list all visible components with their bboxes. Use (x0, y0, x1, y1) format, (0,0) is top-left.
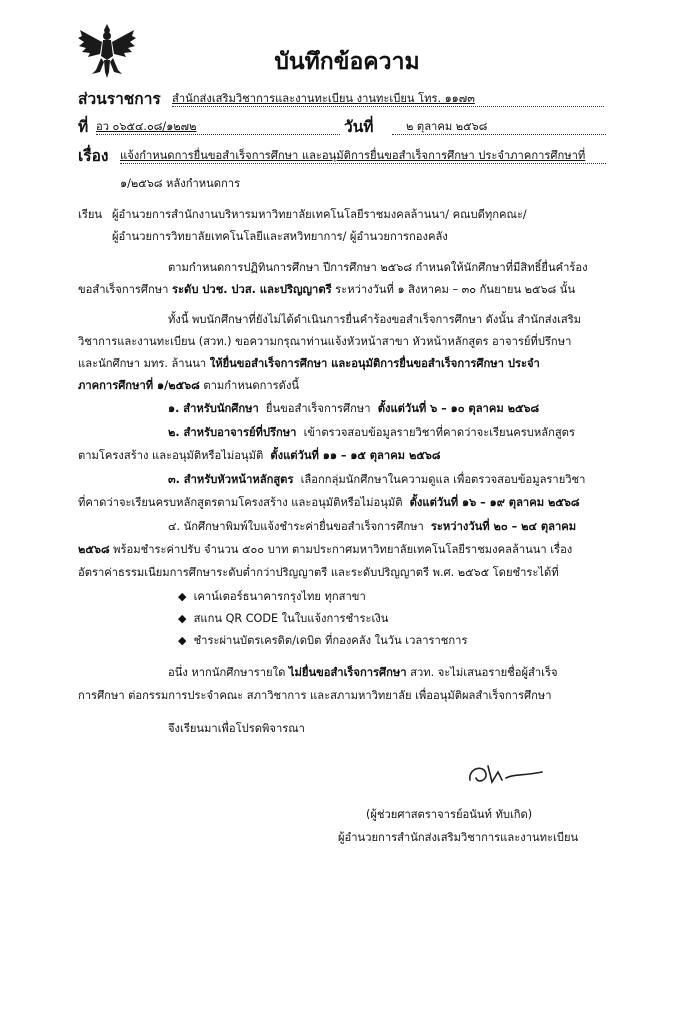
list-item (178, 590, 366, 604)
item-1-date: ตั้งแต่วันที่ ๖ – ๑๐ ตุลาคม ๒๕๖๘ (377, 402, 540, 415)
item-3-title: ๓. สำหรับหัวหน้าหลักสูตร (168, 473, 294, 486)
item-3-text: ที่คาดว่าจะเรียนครบหลักสูตรตามโครงสร้าง และอนุมัติหรือไม่อนุมัติ (78, 496, 403, 509)
item-2-desc: เข้าตรวจสอบข้อมูลรายวิชาที่คาดว่าจะเรียนครบหลักสูตร (303, 426, 575, 439)
subject-text-1: แจ้งกำหนดการยื่นขอสำเร็จการศึกษา และอนุมัติการยื่นขอสำเร็จการศึกษา ประจำภาคการศึกษาที่ (120, 149, 586, 162)
item-3-desc: เลือกกลุ่มนักศึกษาในความดูแล เพื่อตรวจสอบข้อมูลรายวิชา (300, 473, 586, 486)
diamond-bullet-icon: ◆ (178, 612, 187, 625)
date-text: ๒ ตุลาคม ๒๕๖๘ (406, 120, 488, 133)
p2-line-1: ทั้งนี้ พบนักศึกษาที่ยังไม่ได้ดำเนินการยื่นคำร้องขอสำเร็จการศึกษา ดังนั้น สำนักส่งเสริม (168, 313, 582, 326)
p2-text-b: ให้ยื่นขอสำเร็จการศึกษา และอนุมัติการยื่นขอสำเร็จการศึกษา ประจำ (209, 357, 540, 370)
p3-line-2: การศึกษา ต่อกรรมการประจำคณะ สภาวิชาการ และสภามหาวิทยาลัย เพื่ออนุมัติผลสำเร็จการศึกษา (78, 689, 552, 702)
p2-line-2: วิชาการและงานทะเบียน (สวท.) ขอความกรุณาท่านแจ้งหัวหน้าสาขา หัวหน้าหลักสูตร อาจารย์ที่ปรึกษา (78, 335, 572, 348)
item-2 (168, 426, 575, 440)
department-text: สำนักส่งเสริมวิชาการและงานทะเบียน งานทะเบียน โทร. ๑๑๗๓ (172, 92, 475, 105)
list-item (178, 634, 467, 648)
recipients-line-2: ผู้อำนวยการวิทยาลัยเทคโนโลยีและสหวิทยาการ/ ผู้อำนวยการกองคลัง (112, 230, 448, 243)
item-2-line-2 (78, 449, 441, 463)
p1-line-2 (78, 283, 575, 297)
department-value (172, 92, 604, 107)
bullet-text-2: สแกน QR CODE ในใบแจ้งการชำระเงิน (193, 612, 389, 625)
item-4-title: ๔. นักศึกษาพิมพ์ใบแจ้งชำระค่ายื่นขอสำเร็จการศึกษา (168, 520, 424, 533)
item-2-date: ตั้งแต่วันที่ ๑๑ – ๑๕ ตุลาคม ๒๕๖๘ (270, 449, 441, 462)
bullet-text-1: เคาน์เตอร์ธนาคารกรุงไทย ทุกสาขา (193, 590, 366, 603)
list-item (178, 612, 388, 626)
bullet-text-3: ชำระผ่านบัตรเครดิต/เดบิต ที่กองคลัง ในวัน เวลาราชการ (193, 634, 468, 647)
item-4-line-2 (78, 543, 572, 557)
recipients-line-1: ผู้อำนวยการสำนักงานบริหารมหาวิทยาลัยเทคโนโลยีราชมงคลล้านนา/ คณบดีทุกคณะ/ (112, 208, 527, 221)
item-1-title: ๑. สำหรับนักศึกษา (168, 402, 259, 415)
p2-text-c: ภาคการศึกษาที่ ๑/๒๕๖๘ (78, 379, 200, 392)
department-label: ส่วนราชการ (78, 90, 161, 108)
p2-line-4 (78, 379, 299, 393)
item-2-text: ตามโครงสร้าง และอนุมัติหรือไม่อนุมัติ (78, 449, 264, 462)
page-title: บันทึกข้อความ (274, 49, 420, 75)
item-4-year: ๒๕๖๘ (78, 543, 110, 556)
item-1 (168, 402, 539, 416)
item-4 (168, 520, 576, 534)
p2-text-a: และนักศึกษา มทร. ล้านนา (78, 357, 207, 370)
date-label: วันที่ (344, 118, 374, 136)
item-4-text: พร้อมชำระค่าปรับ จำนวน ๕๐๐ บาท ตามประกาศมหาวิทยาลัยเทคโนโลยีราชมงคลล้านนา เรื่อง (113, 543, 573, 556)
ref-label: ที่ (78, 118, 89, 136)
diamond-bullet-icon: ◆ (178, 590, 187, 603)
ref-value (96, 120, 340, 135)
signer-name: (ผู้ช่วยศาสตราจารย์อนันท์ ทับเกิด) (366, 808, 533, 821)
subject-line-1 (120, 149, 606, 164)
item-3 (168, 473, 585, 487)
p2-line-3 (78, 357, 540, 371)
subject-label: เรื่อง (78, 147, 109, 165)
item-4-line-3: อัตราค่าธรรมเนียมการศึกษาระดับต่ำกว่าปริญญาตรี และระดับปริญญาตรี พ.ศ. ๒๕๖๕ โดยชำระได้ที่ (78, 566, 559, 579)
item-2-title: ๒. สำหรับอาจารย์ที่ปรึกษา (168, 426, 297, 439)
item-1-desc: ยื่นขอสำเร็จการศึกษา (265, 402, 371, 415)
subject-line-2: ๑/๒๕๖๘ หลังกำหนดการ (120, 177, 241, 190)
p1-text-a: ขอสำเร็จการศึกษา (78, 283, 169, 296)
ref-text: อว ๐๖๕๔.๐๘/๑๒๗๒ (96, 120, 197, 133)
handwritten-signature (462, 758, 552, 790)
closing-text: จึงเรียนมาเพื่อโปรดพิจารณา (168, 722, 305, 735)
item-3-line-2 (78, 496, 580, 510)
p3-text-a: อนึ่ง หากนักศึกษารายใด (168, 666, 286, 679)
p2-text-d: ตามกำหนดการดังนี้ (203, 379, 300, 392)
signer-position: ผู้อำนวยการสำนักส่งเสริมวิชาการและงานทะเบียน (338, 831, 579, 844)
diamond-bullet-icon: ◆ (178, 634, 187, 647)
p3-text-b: ไม่ยื่นขอสำเร็จการศึกษา (288, 666, 407, 679)
item-3-date: ตั้งแต่วันที่ ๑๖ – ๑๙ ตุลาคม ๒๕๖๘ (409, 496, 580, 509)
p3-line-1 (168, 666, 558, 680)
p3-text-c: สวท. จะไม่เสนอรายชื่อผู้สำเร็จ (410, 666, 558, 679)
p1-text-c: ระหว่างวันที่ ๑ สิงหาคม – ๓๐ กันยายน ๒๕๖๘ นั้น (335, 283, 576, 296)
date-value (392, 120, 606, 135)
p1-line-1: ตามกำหนดการปฏิทินการศึกษา ปีการศึกษา ๒๕๖๘ กำหนดให้นักศึกษาที่มีสิทธิ์ยื่นคำร้อง (168, 261, 588, 274)
p1-text-b: ระดับ ปวช. ปวส. และปริญญาตรี (172, 283, 332, 296)
item-4-date: ระหว่างวันที่ ๒๐ – ๒๔ ตุลาคม (430, 520, 577, 533)
recipients-label: เรียน (78, 208, 103, 221)
